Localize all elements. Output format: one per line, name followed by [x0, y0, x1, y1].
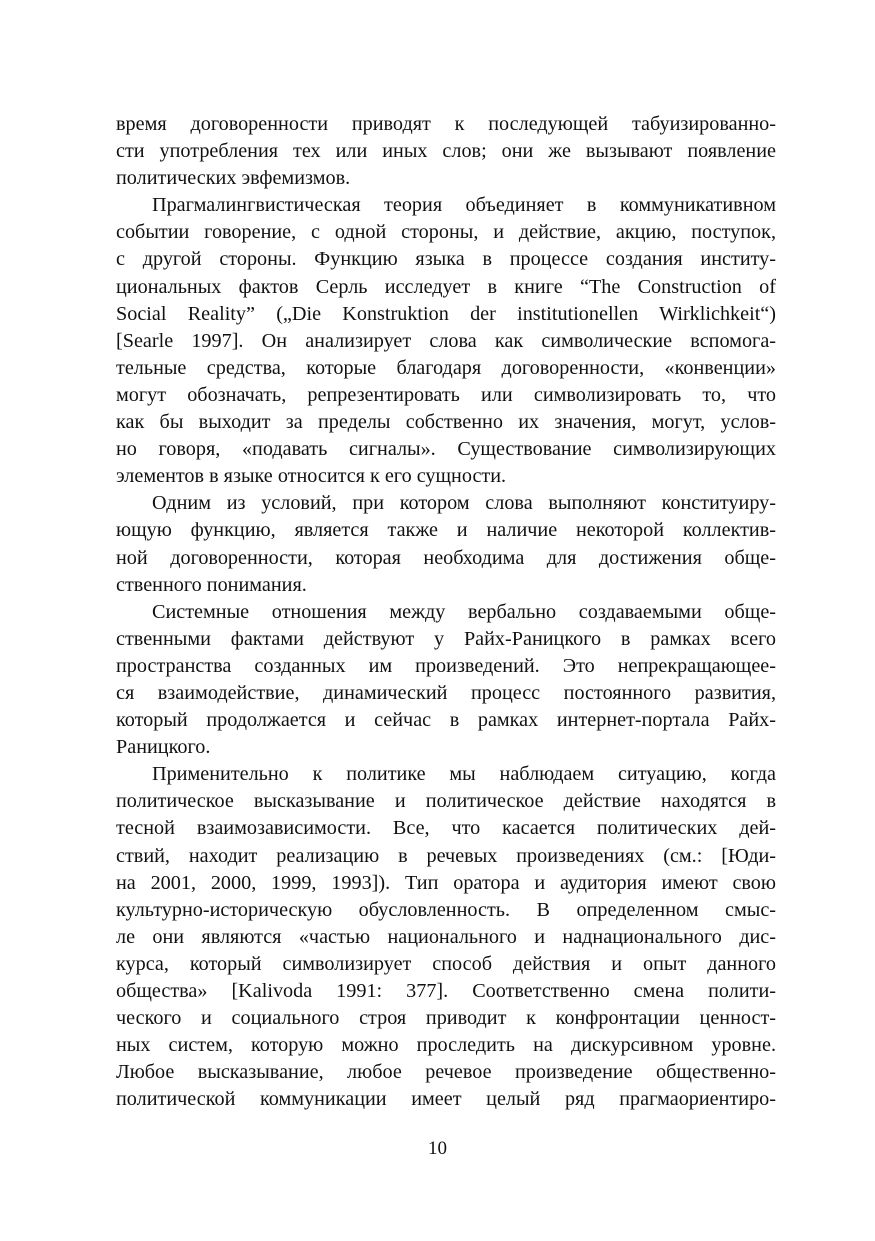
text-line: который продолжается и сейчас в рамках интернет-портала Райх- [116, 709, 776, 732]
text-line: могут обозначать, репрезентировать или символизировать то, что [116, 383, 776, 406]
paragraph [116, 599, 776, 762]
text-line: тельные средства, которые благодаря договоренности, «конвенции» [116, 356, 776, 379]
text-line: Раницкого. [116, 736, 211, 759]
text-line: ческого и социального строя приводит к конфронтации ценност- [116, 1007, 776, 1030]
text-line: Прагмалингвистическая теория объединяет в коммуникативном [152, 194, 776, 217]
paragraph [116, 111, 776, 192]
text-line: ле они являются «частью национального и наднационального дис- [116, 925, 776, 948]
text-line: политической коммуникации имеет целый ряд прагмаориентиро- [116, 1088, 776, 1111]
text-line: время договоренности приводят к последующей табуизированно- [116, 113, 776, 135]
text-line: сти употребления тех или иных слов; они же вызывают появление [116, 140, 776, 163]
text-line: Любое высказывание, любое речевое произведение общественно- [116, 1061, 776, 1084]
text-line: политическое высказывание и политическое действие находятся в [116, 790, 776, 813]
text-line: политических эвфемизмов. [116, 167, 351, 190]
text-line: общества» [Kalivoda 1991: 377]. Соответственно смена полити- [116, 980, 776, 1002]
text-line: Social Reality” („Die Konstruktion der institutionellen Wirklichkeit“) [116, 302, 776, 325]
text-line: ся взаимодействие, динамический процесс постоянного развития, [116, 681, 776, 704]
text-line: Одним из условий, при котором слова выполняют конституиру- [152, 492, 776, 515]
paragraph [116, 192, 776, 490]
page-number: 10 [428, 1138, 447, 1159]
text-line: ной договоренности, которая необходима для достижения обще- [116, 546, 776, 569]
text-line: [Searle 1997]. Он анализирует слова как символические вспомога- [116, 329, 776, 352]
text-line: на 2001, 2000, 1999, 1993]). Тип оратора и аудитория имеют свою [116, 871, 776, 894]
paragraph [116, 761, 776, 1113]
text-line: циональных фактов Серль исследует в книге “The Construction of [116, 275, 776, 298]
text-line: тесной взаимозависимости. Все, что касается политических дей- [116, 817, 776, 840]
text-line: культурно-историческую обусловленность. В определенном смыс- [116, 898, 776, 921]
text-line: элементов в языке относится к его сущности. [116, 465, 507, 488]
text-line: Применительно к политике мы наблюдаем ситуацию, когда [152, 763, 776, 786]
text-line: курса, который символизирует способ действия и опыт данного [116, 952, 776, 975]
text-line: ственного понимания. [116, 573, 307, 596]
body-text [116, 111, 776, 1113]
text-line: как бы выходит за пределы собственно их значения, могут, услов- [116, 411, 776, 434]
text-line: Системные отношения между вербально создаваемыми обще- [152, 600, 776, 623]
text-line: ных систем, которую можно проследить на дискурсивном уровне. [116, 1034, 776, 1057]
text-line: с другой стороны. Функцию языка в процессе создания институ- [116, 248, 776, 271]
text-line: событии говорение, с одной стороны, и действие, акцию, поступок, [116, 221, 776, 244]
text-line: пространства созданных им произведений. Это непрекращающее- [116, 654, 776, 677]
text-line: но говоря, «подавать сигналы». Существование символизирующих [116, 438, 776, 461]
text-line: ственными фактами действуют у Райх-Раницкого в рамках всего [116, 627, 776, 650]
text-line: ющую функцию, является также и наличие некоторой коллектив- [116, 519, 776, 542]
text-line: ствий, находит реализацию в речевых произведениях (см.: [Юди- [116, 844, 776, 867]
paragraph [116, 490, 776, 598]
